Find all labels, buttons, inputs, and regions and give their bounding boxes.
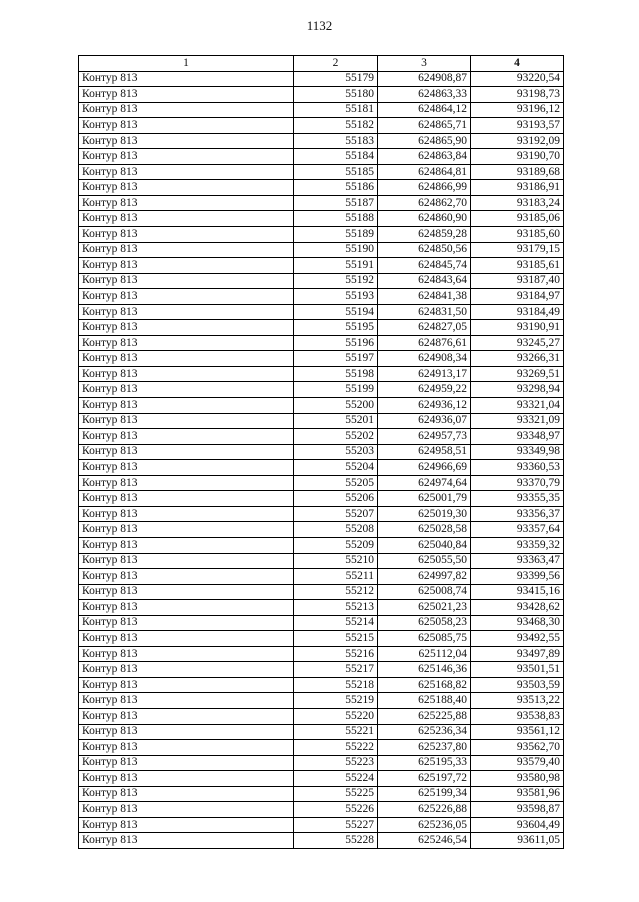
contour-name-cell: Контур 813 (79, 537, 294, 553)
x-coordinate-cell: 624859,28 (378, 227, 471, 243)
y-coordinate-cell: 93220,54 (471, 71, 564, 87)
x-coordinate-cell: 625001,79 (378, 491, 471, 507)
y-coordinate-cell: 93579,40 (471, 755, 564, 771)
contour-name-cell: Контур 813 (79, 164, 294, 180)
table-row (79, 180, 564, 196)
table-row (79, 693, 564, 709)
contour-name-cell: Контур 813 (79, 755, 294, 771)
table-row (79, 227, 564, 243)
point-number-cell: 55218 (294, 677, 378, 693)
contour-name-cell: Контур 813 (79, 631, 294, 647)
contour-name-cell: Контур 813 (79, 786, 294, 802)
table-row (79, 289, 564, 305)
x-coordinate-cell: 624997,82 (378, 569, 471, 585)
point-number-cell: 55197 (294, 351, 378, 367)
y-coordinate-cell: 93562,70 (471, 740, 564, 756)
point-number-cell: 55185 (294, 164, 378, 180)
point-number-cell: 55212 (294, 584, 378, 600)
point-number-cell: 55198 (294, 366, 378, 382)
y-coordinate-cell: 93190,91 (471, 320, 564, 336)
table-row (79, 398, 564, 414)
point-number-cell: 55206 (294, 491, 378, 507)
point-number-cell: 55193 (294, 289, 378, 305)
y-coordinate-cell: 93497,89 (471, 646, 564, 662)
table-row (79, 413, 564, 429)
y-coordinate-cell: 93298,94 (471, 382, 564, 398)
x-coordinate-cell: 624876,61 (378, 335, 471, 351)
x-coordinate-cell: 625236,34 (378, 724, 471, 740)
table-row (79, 211, 564, 227)
x-coordinate-cell: 624865,90 (378, 133, 471, 149)
point-number-cell: 55191 (294, 258, 378, 274)
y-coordinate-cell: 93321,09 (471, 413, 564, 429)
contour-name-cell: Контур 813 (79, 366, 294, 382)
contour-name-cell: Контур 813 (79, 258, 294, 274)
x-coordinate-cell: 624966,69 (378, 460, 471, 476)
table-row (79, 786, 564, 802)
point-number-cell: 55204 (294, 460, 378, 476)
table-row (79, 817, 564, 833)
point-number-cell: 55196 (294, 335, 378, 351)
contour-name-cell: Контур 813 (79, 522, 294, 538)
y-coordinate-cell: 93598,87 (471, 802, 564, 818)
y-coordinate-cell: 93360,53 (471, 460, 564, 476)
coordinates-table (78, 55, 564, 849)
column-header-2: 2 (294, 56, 378, 72)
contour-name-cell: Контур 813 (79, 802, 294, 818)
contour-name-cell: Контур 813 (79, 320, 294, 336)
table-row (79, 708, 564, 724)
y-coordinate-cell: 93513,22 (471, 693, 564, 709)
y-coordinate-cell: 93580,98 (471, 771, 564, 787)
table-row (79, 631, 564, 647)
contour-name-cell: Контур 813 (79, 662, 294, 678)
contour-name-cell: Контур 813 (79, 708, 294, 724)
y-coordinate-cell: 93193,57 (471, 118, 564, 134)
table-row (79, 553, 564, 569)
contour-name-cell: Контур 813 (79, 429, 294, 445)
contour-name-cell: Контур 813 (79, 335, 294, 351)
table-row (79, 802, 564, 818)
point-number-cell: 55186 (294, 180, 378, 196)
table-row (79, 149, 564, 165)
point-number-cell: 55208 (294, 522, 378, 538)
y-coordinate-cell: 93611,05 (471, 833, 564, 849)
y-coordinate-cell: 93357,64 (471, 522, 564, 538)
point-number-cell: 55215 (294, 631, 378, 647)
table-row (79, 195, 564, 211)
contour-name-cell: Контур 813 (79, 506, 294, 522)
point-number-cell: 55220 (294, 708, 378, 724)
point-number-cell: 55190 (294, 242, 378, 258)
table-row (79, 164, 564, 180)
x-coordinate-cell: 624827,05 (378, 320, 471, 336)
contour-name-cell: Контур 813 (79, 351, 294, 367)
contour-name-cell: Контур 813 (79, 677, 294, 693)
y-coordinate-cell: 93184,49 (471, 304, 564, 320)
contour-name-cell: Контур 813 (79, 118, 294, 134)
y-coordinate-cell: 93185,60 (471, 227, 564, 243)
contour-name-cell: Контур 813 (79, 398, 294, 414)
contour-name-cell: Контур 813 (79, 475, 294, 491)
contour-name-cell: Контур 813 (79, 413, 294, 429)
table-row (79, 522, 564, 538)
point-number-cell: 55213 (294, 600, 378, 616)
table-row (79, 600, 564, 616)
y-coordinate-cell: 93192,09 (471, 133, 564, 149)
x-coordinate-cell: 625246,54 (378, 833, 471, 849)
point-number-cell: 55207 (294, 506, 378, 522)
x-coordinate-cell: 625197,72 (378, 771, 471, 787)
x-coordinate-cell: 625055,50 (378, 553, 471, 569)
x-coordinate-cell: 624908,87 (378, 71, 471, 87)
table-row (79, 724, 564, 740)
contour-name-cell: Контур 813 (79, 740, 294, 756)
contour-name-cell: Контур 813 (79, 149, 294, 165)
table-row (79, 366, 564, 382)
table-header-row (79, 56, 564, 72)
y-coordinate-cell: 93561,12 (471, 724, 564, 740)
contour-name-cell: Контур 813 (79, 133, 294, 149)
point-number-cell: 55219 (294, 693, 378, 709)
table-row (79, 304, 564, 320)
point-number-cell: 55181 (294, 102, 378, 118)
y-coordinate-cell: 93468,30 (471, 615, 564, 631)
point-number-cell: 55183 (294, 133, 378, 149)
point-number-cell: 55221 (294, 724, 378, 740)
x-coordinate-cell: 624974,64 (378, 475, 471, 491)
point-number-cell: 55194 (294, 304, 378, 320)
contour-name-cell: Контур 813 (79, 724, 294, 740)
point-number-cell: 55205 (294, 475, 378, 491)
y-coordinate-cell: 93186,91 (471, 180, 564, 196)
table-row (79, 569, 564, 585)
contour-name-cell: Контур 813 (79, 273, 294, 289)
point-number-cell: 55203 (294, 444, 378, 460)
y-coordinate-cell: 93185,61 (471, 258, 564, 274)
table-row (79, 615, 564, 631)
x-coordinate-cell: 624864,12 (378, 102, 471, 118)
y-coordinate-cell: 93185,06 (471, 211, 564, 227)
y-coordinate-cell: 93356,37 (471, 506, 564, 522)
contour-name-cell: Контур 813 (79, 242, 294, 258)
table-row (79, 102, 564, 118)
y-coordinate-cell: 93399,56 (471, 569, 564, 585)
contour-name-cell: Контур 813 (79, 102, 294, 118)
table-row (79, 584, 564, 600)
contour-name-cell: Контур 813 (79, 569, 294, 585)
y-coordinate-cell: 93428,62 (471, 600, 564, 616)
y-coordinate-cell: 93184,97 (471, 289, 564, 305)
y-coordinate-cell: 93604,49 (471, 817, 564, 833)
table-row (79, 258, 564, 274)
point-number-cell: 55188 (294, 211, 378, 227)
table-row (79, 429, 564, 445)
y-coordinate-cell: 93538,83 (471, 708, 564, 724)
point-number-cell: 55226 (294, 802, 378, 818)
point-number-cell: 55228 (294, 833, 378, 849)
point-number-cell: 55210 (294, 553, 378, 569)
table-row (79, 351, 564, 367)
x-coordinate-cell: 625008,74 (378, 584, 471, 600)
column-header-1: 1 (79, 56, 294, 72)
table-row (79, 491, 564, 507)
y-coordinate-cell: 93349,98 (471, 444, 564, 460)
x-coordinate-cell: 624957,73 (378, 429, 471, 445)
point-number-cell: 55224 (294, 771, 378, 787)
x-coordinate-cell: 625195,33 (378, 755, 471, 771)
x-coordinate-cell: 625168,82 (378, 677, 471, 693)
x-coordinate-cell: 625225,88 (378, 708, 471, 724)
x-coordinate-cell: 624958,51 (378, 444, 471, 460)
y-coordinate-cell: 93187,40 (471, 273, 564, 289)
contour-name-cell: Контур 813 (79, 646, 294, 662)
y-coordinate-cell: 93179,15 (471, 242, 564, 258)
point-number-cell: 55216 (294, 646, 378, 662)
point-number-cell: 55195 (294, 320, 378, 336)
table-row (79, 335, 564, 351)
x-coordinate-cell: 625058,23 (378, 615, 471, 631)
point-number-cell: 55211 (294, 569, 378, 585)
point-number-cell: 55214 (294, 615, 378, 631)
table-row (79, 646, 564, 662)
point-number-cell: 55227 (294, 817, 378, 833)
x-coordinate-cell: 624860,90 (378, 211, 471, 227)
contour-name-cell: Контур 813 (79, 600, 294, 616)
y-coordinate-cell: 93359,32 (471, 537, 564, 553)
contour-name-cell: Контур 813 (79, 304, 294, 320)
page-number: 1132 (306, 18, 333, 33)
point-number-cell: 55222 (294, 740, 378, 756)
x-coordinate-cell: 624862,70 (378, 195, 471, 211)
contour-name-cell: Контур 813 (79, 817, 294, 833)
point-number-cell: 55209 (294, 537, 378, 553)
point-number-cell: 55192 (294, 273, 378, 289)
x-coordinate-cell: 625199,34 (378, 786, 471, 802)
contour-name-cell: Контур 813 (79, 693, 294, 709)
point-number-cell: 55223 (294, 755, 378, 771)
table-row (79, 87, 564, 103)
x-coordinate-cell: 624864,81 (378, 164, 471, 180)
contour-name-cell: Контур 813 (79, 460, 294, 476)
table-row (79, 662, 564, 678)
point-number-cell: 55199 (294, 382, 378, 398)
y-coordinate-cell: 93363,47 (471, 553, 564, 569)
point-number-cell: 55217 (294, 662, 378, 678)
x-coordinate-cell: 624866,99 (378, 180, 471, 196)
x-coordinate-cell: 625226,88 (378, 802, 471, 818)
table-row (79, 460, 564, 476)
x-coordinate-cell: 624913,17 (378, 366, 471, 382)
contour-name-cell: Контур 813 (79, 382, 294, 398)
column-header-4: 4 (471, 56, 564, 72)
x-coordinate-cell: 624863,84 (378, 149, 471, 165)
table-row (79, 755, 564, 771)
table-row (79, 133, 564, 149)
y-coordinate-cell: 93492,55 (471, 631, 564, 647)
table-row (79, 771, 564, 787)
y-coordinate-cell: 93415,16 (471, 584, 564, 600)
x-coordinate-cell: 625040,84 (378, 537, 471, 553)
contour-name-cell: Контур 813 (79, 833, 294, 849)
contour-name-cell: Контур 813 (79, 71, 294, 87)
contour-name-cell: Контур 813 (79, 227, 294, 243)
contour-name-cell: Контур 813 (79, 584, 294, 600)
y-coordinate-cell: 93190,70 (471, 149, 564, 165)
x-coordinate-cell: 625188,40 (378, 693, 471, 709)
contour-name-cell: Контур 813 (79, 491, 294, 507)
table-row (79, 506, 564, 522)
x-coordinate-cell: 625028,58 (378, 522, 471, 538)
table-row (79, 677, 564, 693)
table-row (79, 444, 564, 460)
point-number-cell: 55201 (294, 413, 378, 429)
point-number-cell: 55182 (294, 118, 378, 134)
x-coordinate-cell: 625146,36 (378, 662, 471, 678)
x-coordinate-cell: 624841,38 (378, 289, 471, 305)
y-coordinate-cell: 93348,97 (471, 429, 564, 445)
x-coordinate-cell: 624959,22 (378, 382, 471, 398)
contour-name-cell: Контур 813 (79, 771, 294, 787)
point-number-cell: 55225 (294, 786, 378, 802)
x-coordinate-cell: 625237,80 (378, 740, 471, 756)
contour-name-cell: Контур 813 (79, 180, 294, 196)
y-coordinate-cell: 93581,96 (471, 786, 564, 802)
table-row (79, 537, 564, 553)
point-number-cell: 55187 (294, 195, 378, 211)
table-row (79, 118, 564, 134)
y-coordinate-cell: 93245,27 (471, 335, 564, 351)
table-row (79, 382, 564, 398)
column-header-3: 3 (378, 56, 471, 72)
contour-name-cell: Контур 813 (79, 615, 294, 631)
y-coordinate-cell: 93196,12 (471, 102, 564, 118)
y-coordinate-cell: 93503,59 (471, 677, 564, 693)
x-coordinate-cell: 624908,34 (378, 351, 471, 367)
x-coordinate-cell: 624865,71 (378, 118, 471, 134)
x-coordinate-cell: 625085,75 (378, 631, 471, 647)
y-coordinate-cell: 93183,24 (471, 195, 564, 211)
y-coordinate-cell: 93266,31 (471, 351, 564, 367)
point-number-cell: 55184 (294, 149, 378, 165)
x-coordinate-cell: 624850,56 (378, 242, 471, 258)
table-row (79, 242, 564, 258)
x-coordinate-cell: 624936,12 (378, 398, 471, 414)
x-coordinate-cell: 624863,33 (378, 87, 471, 103)
point-number-cell: 55180 (294, 87, 378, 103)
table-row (79, 71, 564, 87)
table-row (79, 320, 564, 336)
table-row (79, 273, 564, 289)
point-number-cell: 55179 (294, 71, 378, 87)
point-number-cell: 55202 (294, 429, 378, 445)
contour-name-cell: Контур 813 (79, 211, 294, 227)
table-row (79, 475, 564, 491)
point-number-cell: 55200 (294, 398, 378, 414)
table-row (79, 833, 564, 849)
x-coordinate-cell: 624936,07 (378, 413, 471, 429)
y-coordinate-cell: 93370,79 (471, 475, 564, 491)
x-coordinate-cell: 625112,04 (378, 646, 471, 662)
x-coordinate-cell: 625236,05 (378, 817, 471, 833)
y-coordinate-cell: 93189,68 (471, 164, 564, 180)
y-coordinate-cell: 93198,73 (471, 87, 564, 103)
contour-name-cell: Контур 813 (79, 289, 294, 305)
x-coordinate-cell: 624843,64 (378, 273, 471, 289)
x-coordinate-cell: 624831,50 (378, 304, 471, 320)
contour-name-cell: Контур 813 (79, 195, 294, 211)
y-coordinate-cell: 93269,51 (471, 366, 564, 382)
y-coordinate-cell: 93355,35 (471, 491, 564, 507)
point-number-cell: 55189 (294, 227, 378, 243)
contour-name-cell: Контур 813 (79, 87, 294, 103)
contour-name-cell: Контур 813 (79, 553, 294, 569)
table-row (79, 740, 564, 756)
y-coordinate-cell: 93501,51 (471, 662, 564, 678)
contour-name-cell: Контур 813 (79, 444, 294, 460)
x-coordinate-cell: 625019,30 (378, 506, 471, 522)
x-coordinate-cell: 624845,74 (378, 258, 471, 274)
y-coordinate-cell: 93321,04 (471, 398, 564, 414)
x-coordinate-cell: 625021,23 (378, 600, 471, 616)
